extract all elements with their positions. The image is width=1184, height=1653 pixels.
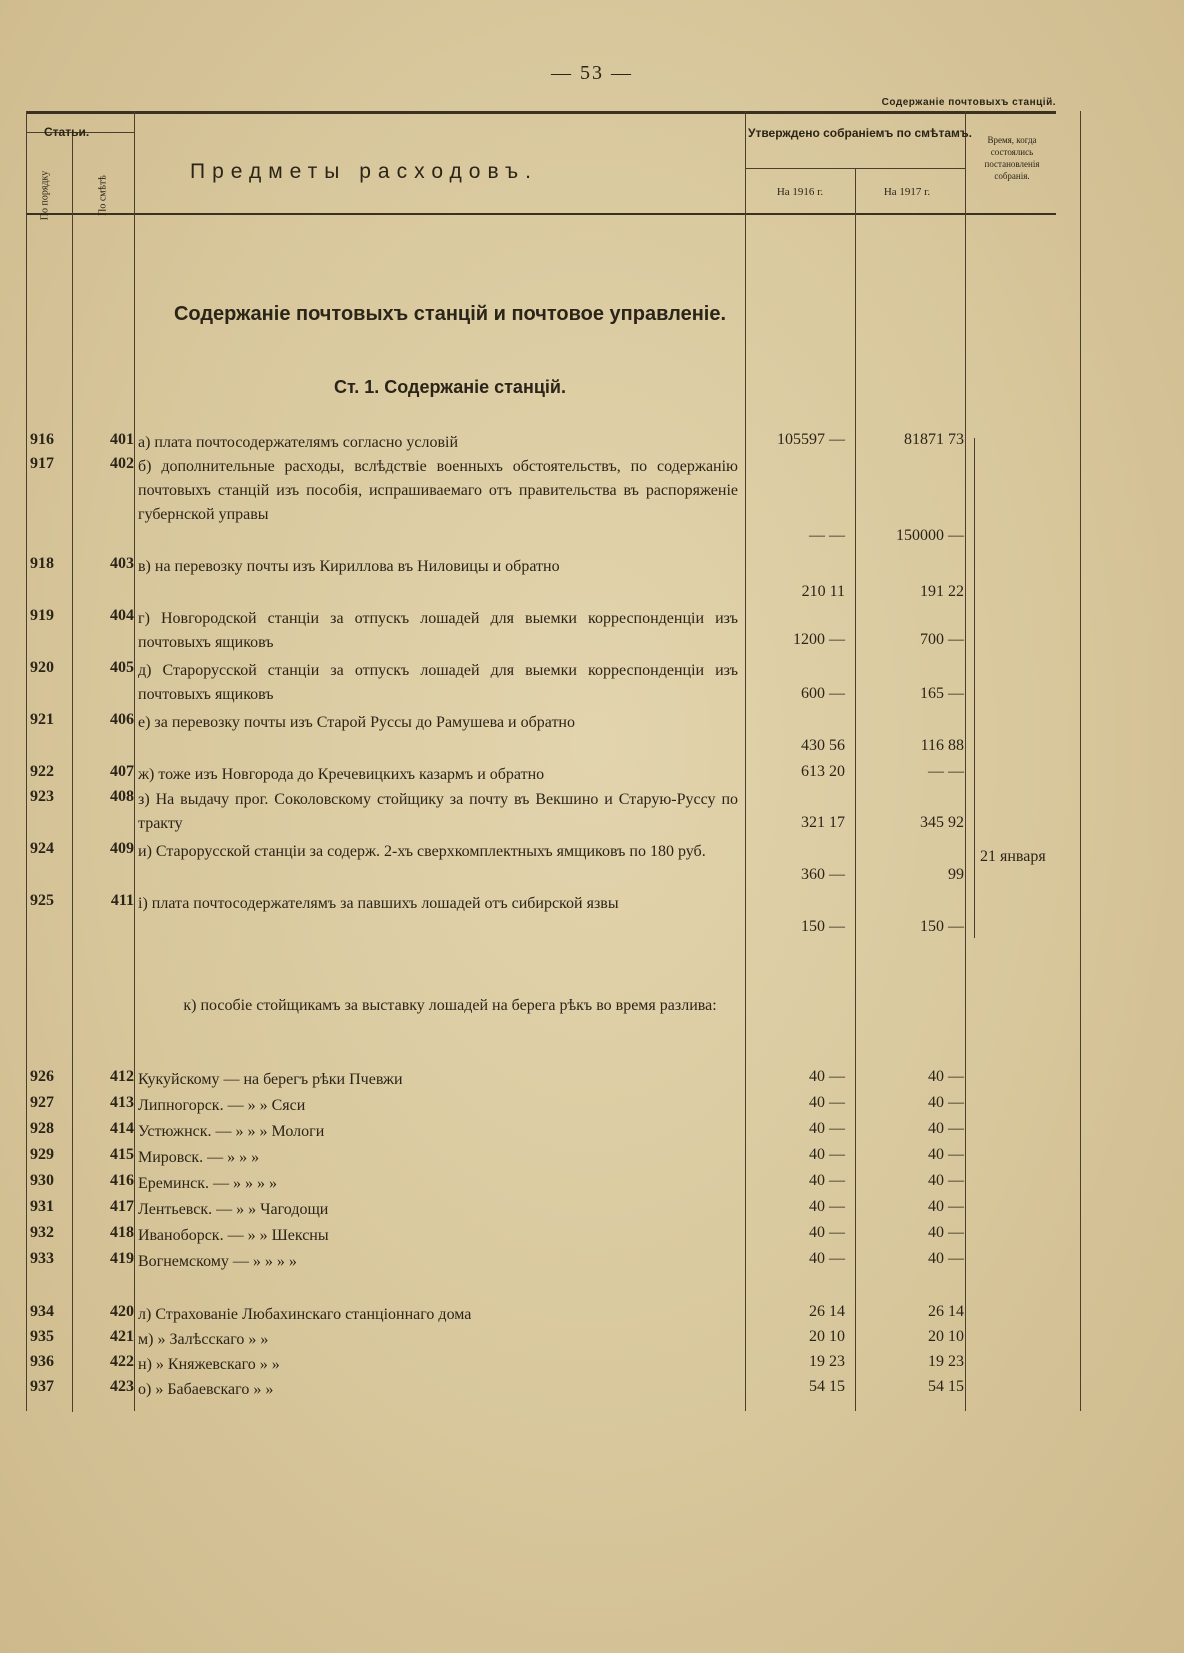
row-order-number: 934 [30,1303,54,1320]
row-estimate-number: 414 [110,1120,134,1137]
header-year-1916: На 1916 г. [776,186,824,198]
row-value-1916: 20 10 [809,1328,845,1345]
row-value-1916: 40 — [809,1224,845,1241]
row-value-1917: 150000 — [896,527,964,544]
row-description: Устюжнск. — » » » Мологи [138,1123,325,1140]
row-description: и) Старорусской станціи за содерж. 2-хъ сверхкомплектныхъ ямщиковъ по 180 руб. [138,843,706,860]
row-description: ж) тоже изъ Новгорода до Кречевицкихъ казармъ и обратно [138,766,545,783]
row-value-1917: 81871 73 [904,431,964,448]
row-value-1917: 40 — [928,1068,964,1085]
row-description: е) за перевозку почты изъ Старой Руссы до Рамушева и обратно [138,714,575,731]
row-value-1917: 54 15 [928,1378,964,1395]
row-value-1916: 40 — [809,1120,845,1137]
row-description: Мировск. — » » » [138,1149,260,1166]
subsection-title: к) пособіе стойщикамъ за выставку лошадей на берега рѣкъ во время разлива: [183,997,717,1014]
row-value-1916: 430 56 [801,737,845,754]
row-order-number: 922 [30,763,54,780]
row-estimate-number: 408 [110,788,134,805]
row-description: і) плата почтосодержателямъ за павшихъ лошадей отъ сибирской язвы [138,895,619,912]
row-order-number: 935 [30,1328,54,1345]
row-description: о) » Бабаевскаго » » [138,1381,274,1398]
row-value-1916: 1200 — [793,631,845,648]
row-value-1917: 19 23 [928,1353,964,1370]
row-value-1917: 191 22 [920,583,964,600]
row-value-1917: 116 88 [920,737,964,754]
row-order-number: 919 [30,607,54,624]
bracket-line [974,438,975,938]
row-description: м) » Залѣсскаго » » [138,1331,269,1348]
row-order-number: 925 [30,892,54,909]
row-estimate-number: 420 [110,1303,134,1320]
col-rule [26,111,27,1411]
date-note: 21 января [980,848,1046,865]
article-title: Ст. 1. Содержаніе станцій. [334,377,566,397]
row-order-number: 924 [30,840,54,857]
row-value-1916: 210 11 [801,583,845,600]
row-order-number: 930 [30,1172,54,1189]
row-value-1916: 40 — [809,1250,845,1267]
col-rule [965,111,966,1411]
row-value-1916: 40 — [809,1068,845,1085]
row-description: Липногорск. — » » Сяси [138,1097,306,1114]
row-order-number: 918 [30,555,54,572]
header-year-1917: На 1917 г. [883,186,931,198]
row-order-number: 932 [30,1224,54,1241]
row-description: л) Страхованіе Любахинскаго станціоннаго дома [138,1306,472,1323]
page-number: — 53 — [551,62,633,84]
row-value-1917: — — [928,763,964,780]
row-value-1917: 700 — [920,631,964,648]
row-order-number: 933 [30,1250,54,1267]
row-estimate-number: 401 [110,431,134,448]
row-estimate-number: 404 [110,607,134,624]
row-value-1916: 54 15 [809,1378,845,1395]
row-value-1917: 40 — [928,1146,964,1163]
row-description: н) » Княжевскаго » » [138,1356,280,1373]
row-description: Кукуйскому — на берегъ рѣки Пчевжи [138,1071,403,1088]
row-estimate-number: 409 [110,840,134,857]
header-stati: Статьи. [44,125,90,139]
row-value-1917: 40 — [928,1172,964,1189]
row-value-1917: 40 — [928,1250,964,1267]
row-estimate-number: 407 [110,763,134,780]
row-order-number: 921 [30,711,54,728]
row-estimate-number: 411 [110,892,134,909]
header-predmety: Предметы расходовъ. [190,160,538,183]
row-value-1916: 40 — [809,1094,845,1111]
row-value-1916: 600 — [801,685,845,702]
row-value-1916: — — [809,527,845,544]
row-value-1916: 19 23 [809,1353,845,1370]
row-description: д) Старорусской станціи за отпускъ лошадей для выемки корреспонденціи изъ почтовыхъ ящиковъ [138,662,738,703]
row-value-1916: 40 — [809,1198,845,1215]
row-order-number: 929 [30,1146,54,1163]
row-estimate-number: 418 [110,1224,134,1241]
row-value-1916: 26 14 [809,1303,845,1320]
row-order-number: 926 [30,1068,54,1085]
row-value-1917: 26 14 [928,1303,964,1320]
row-estimate-number: 402 [110,455,134,472]
row-value-1916: 321 17 [801,814,845,831]
row-estimate-number: 417 [110,1198,134,1215]
col-rule [1080,111,1081,1411]
row-value-1916: 40 — [809,1146,845,1163]
col-rule [134,111,135,1411]
row-estimate-number: 422 [110,1353,134,1370]
row-estimate-number: 415 [110,1146,134,1163]
row-order-number: 937 [30,1378,54,1395]
row-order-number: 927 [30,1094,54,1111]
row-estimate-number: 403 [110,555,134,572]
header-rule [26,213,1056,215]
row-description: Ереминск. — » » » » [138,1175,277,1192]
row-value-1917: 165 — [920,685,964,702]
approved-rule [745,168,965,169]
row-value-1916: 613 20 [801,763,845,780]
row-description: Иваноборск. — » » Шексны [138,1227,329,1244]
row-value-1916: 105597 — [777,431,845,448]
header-po-smete: По смѣтѣ [97,175,109,216]
top-rule [26,111,1056,114]
row-estimate-number: 416 [110,1172,134,1189]
section-title: Содержаніе почтовыхъ станцій и почтовое управленіе. [173,303,727,325]
row-order-number: 917 [30,455,54,472]
header-approved: Утверждено собраніемъ по смѣтамъ. [748,126,972,140]
row-order-number: 936 [30,1353,54,1370]
row-estimate-number: 406 [110,711,134,728]
row-value-1917: 150 — [920,918,964,935]
row-value-1916: 360 — [801,866,845,883]
row-estimate-number: 412 [110,1068,134,1085]
row-description: з) На выдачу прог. Соколовскому стойщику за почту въ Векшино и Старую-Руссу по тракту [138,791,738,832]
row-estimate-number: 423 [110,1378,134,1395]
row-value-1917: 20 10 [928,1328,964,1345]
row-order-number: 923 [30,788,54,805]
row-description: г) Новгородской станціи за отпускъ лошадей для выемки корреспонденціи изъ почтовыхъ ящиковъ [138,610,738,651]
row-description: а) плата почтосодержателямъ согласно условій [138,434,459,451]
row-description: Вогнемскому — » » » » [138,1253,297,1270]
header-time-note: Время, когда состоялись постановленія собранія. [984,135,1040,181]
row-description: Лентьевск. — » » Чагодощи [138,1201,329,1218]
row-order-number: 916 [30,431,54,448]
row-order-number: 920 [30,659,54,676]
running-head: Содержаніе почтовыхъ станцій. [881,97,1056,108]
row-estimate-number: 419 [110,1250,134,1267]
row-order-number: 931 [30,1198,54,1215]
row-value-1917: 40 — [928,1120,964,1137]
row-value-1917: 99 [948,866,964,883]
row-description: в) на перевозку почты изъ Кириллова въ Ниловицы и обратно [138,558,560,575]
header-po-poryadku: По порядку [39,170,51,221]
row-value-1917: 40 — [928,1198,964,1215]
row-description: б) дополнительные расходы, вслѣдствіе военныхъ обстоятельствъ, по содержанію почтовыхъ станцій изъ пособія, испрашиваемаго отъ правительства въ распоряженіе губернской управы [138,458,738,523]
row-value-1916: 150 — [801,918,845,935]
row-order-number: 928 [30,1120,54,1137]
row-value-1916: 40 — [809,1172,845,1189]
row-value-1917: 345 92 [920,814,964,831]
row-estimate-number: 405 [110,659,134,676]
row-estimate-number: 413 [110,1094,134,1111]
row-value-1917: 40 — [928,1094,964,1111]
row-value-1917: 40 — [928,1224,964,1241]
row-estimate-number: 421 [110,1328,134,1345]
